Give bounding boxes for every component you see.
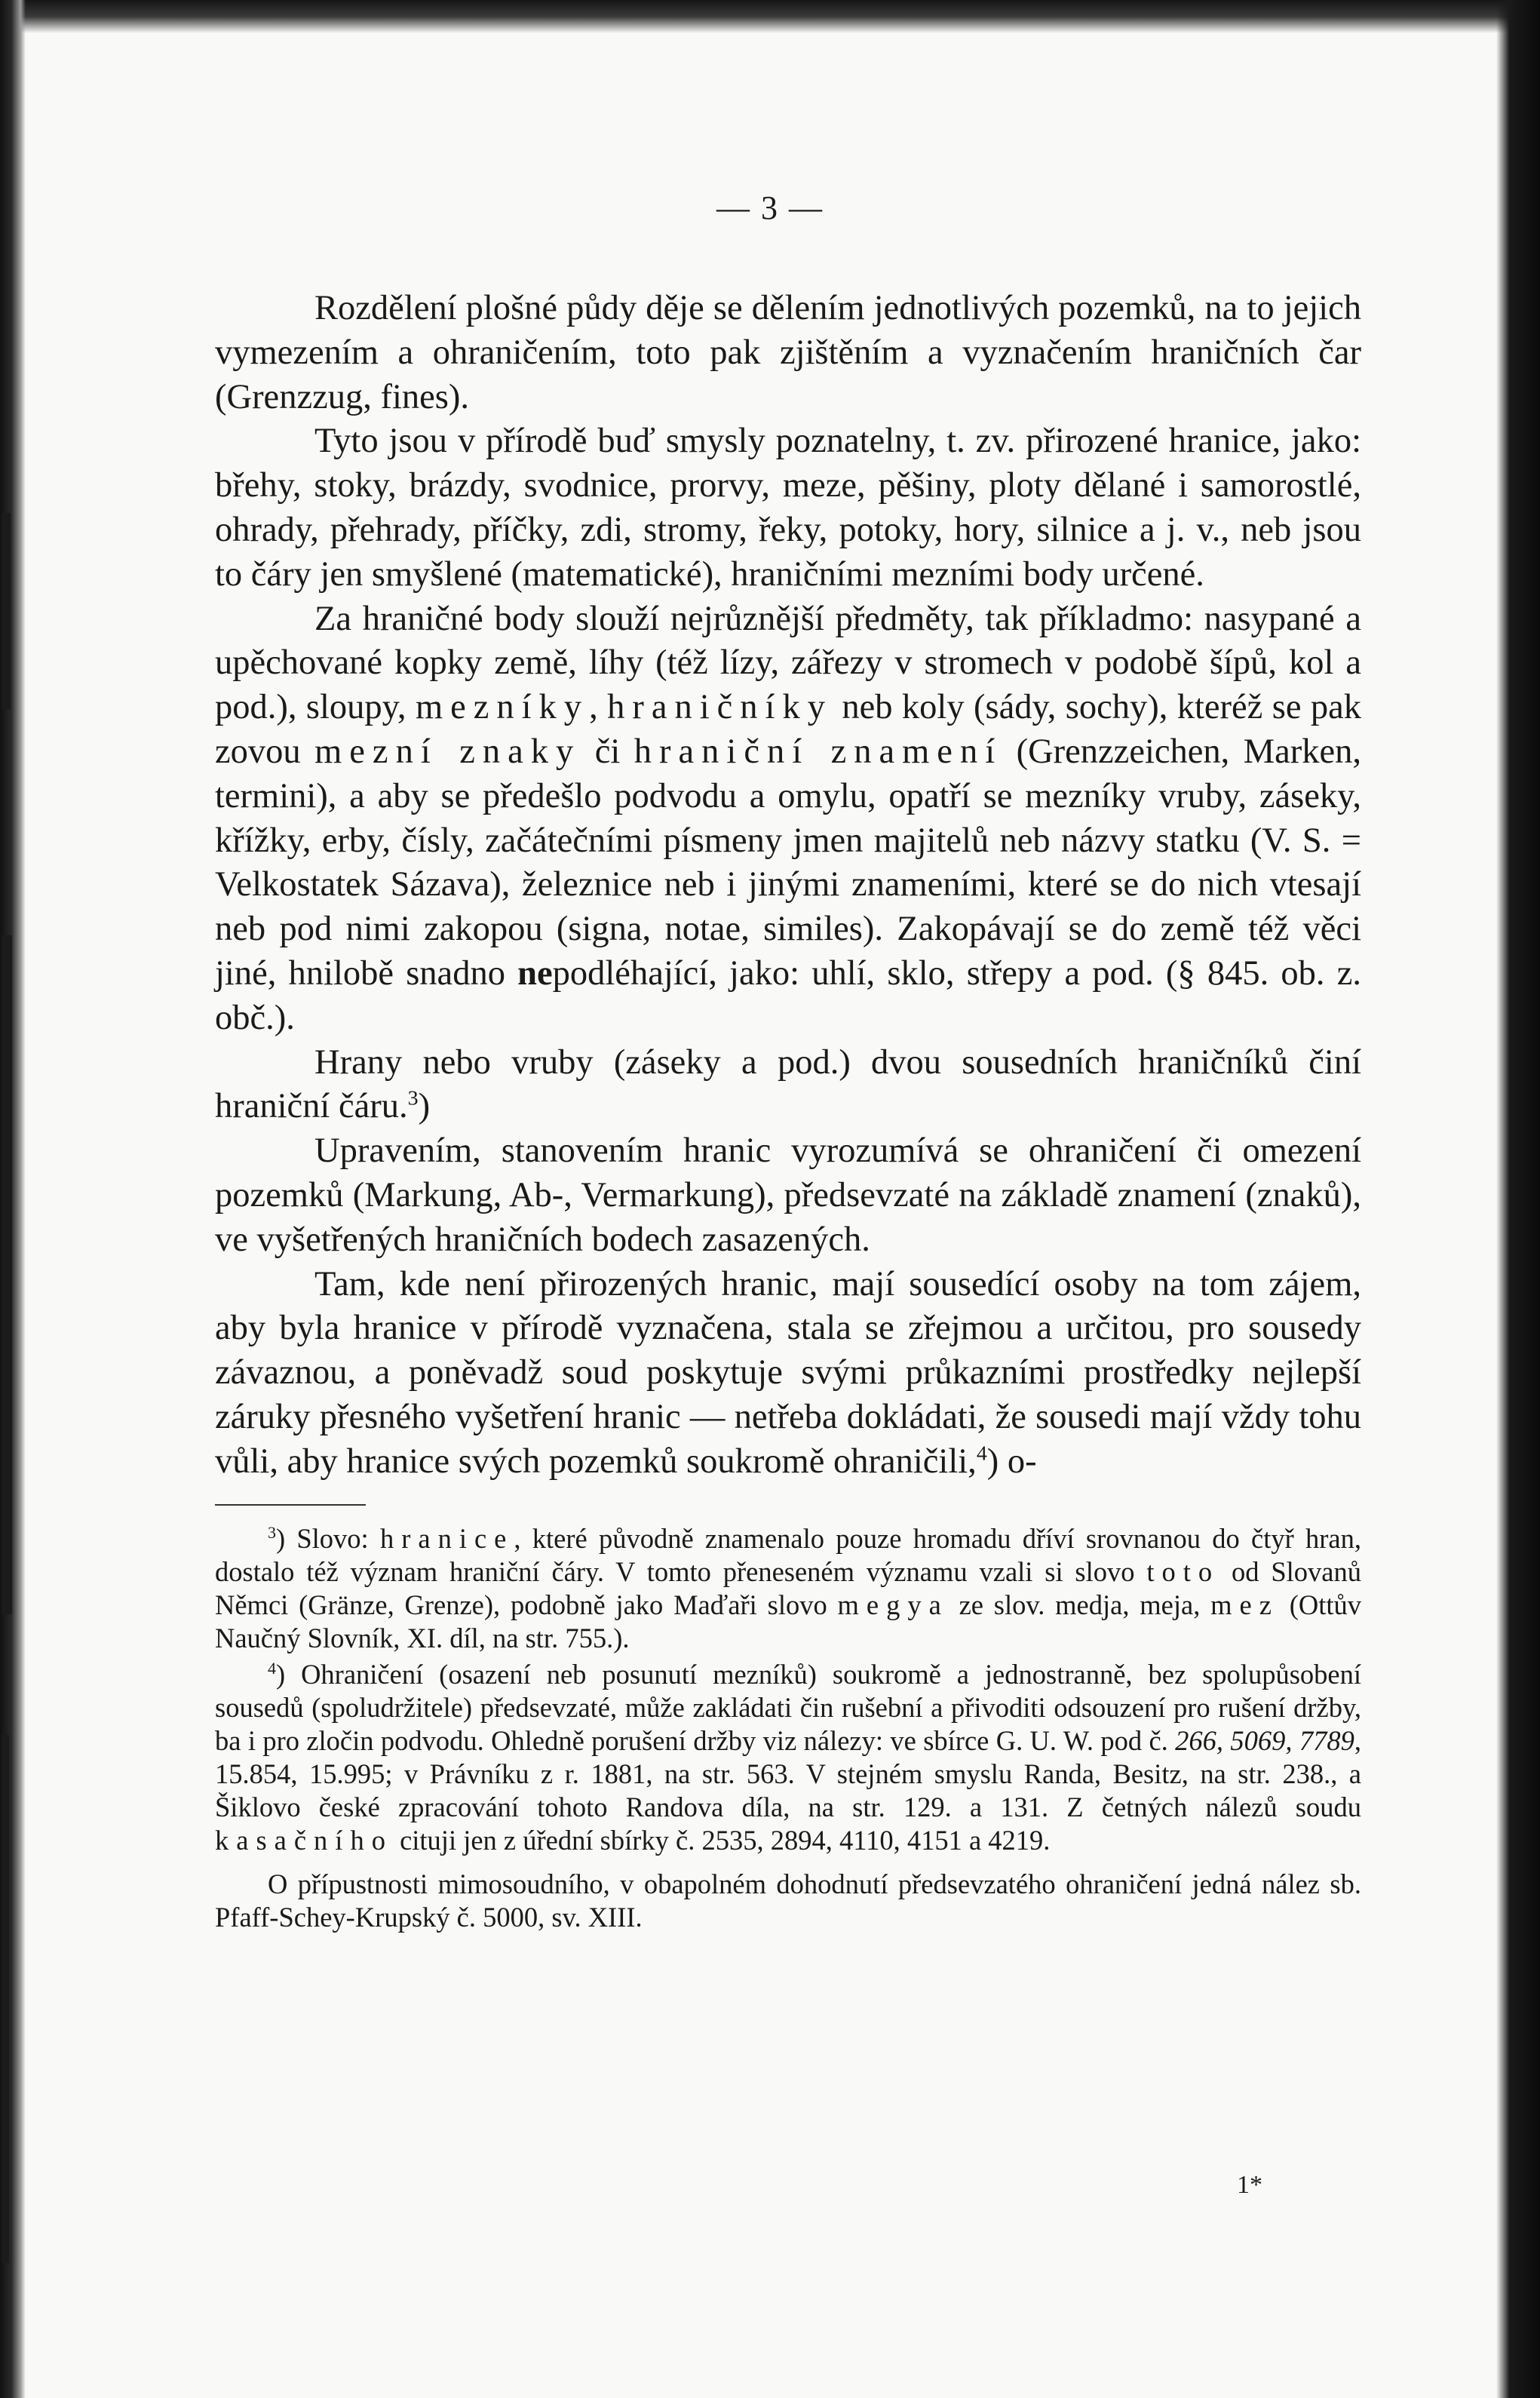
paragraph: Tyto jsou v přírodě buď smysly poznatelny, t. zv. přirozené hranice, jako: břehy, stoky, brázdy, svodnice, prorvy, meze, pěšiny, ploty dělané i samorostlé, ohrady, přehrady, příčky, zdi, stromy, řeky, potoky, hory, silnice a j. v., neb jsou to čáry jen smyšlené (matematické), hraničními mezními body určené. [215, 422, 1361, 594]
footnote-ref: 4 [976, 1442, 987, 1466]
text-run: ) Ohraničení (osazení neb posunutí mezníků) soukromě a jednostranně, bez spolupůsobení sousedů (spoludržitele) předsevzaté, může zakládati čin rušební a přivoditi odsouzení pro rušení držby, ba i pro zločin podvodu. Ohledně porušení držby viz nálezy: ve sbírce G. U. W. pod č. [215, 1658, 1361, 1756]
footnote-rule [215, 1504, 366, 1506]
footnote-ref: 3 [407, 1086, 419, 1110]
text-run: Tam, kde není přirozených hranic, mají sousedící osoby na tom zájem, aby byla hranice v přírodě vyznačena, stala se zřejmou a určitou, pro sousedy závaznou, a poněvadž soud poskytuje svými průkazními prostředky nejlepší záruky přesného vyšetření hranic — netřeba dokládati, že sousedi mají vždy tohu vůli, aby hranice svých pozemků soukromě ohraničili, [215, 1264, 1361, 1481]
bold-run: ne [517, 953, 553, 993]
paragraph [215, 597, 1361, 1041]
footnote-continuation: O přípustnosti mimosoudního, v obapolném dohodnutí předsevzatého ohraničení jedná nález sb. Pfaff-Schey-Krupský č. 5000, sv. XIII. [215, 1868, 1361, 1933]
text-run: či [581, 732, 634, 771]
spine-mark [2, 1735, 9, 2263]
right-scan-shadow [1496, 0, 1540, 2398]
footnote-3 [215, 1522, 1361, 1655]
text-run: ) o- [986, 1442, 1037, 1481]
footnote-mark: 4 [268, 1658, 276, 1678]
text-run: podléhající, jako: uhlí, sklo, střepy a pod. (§ 845. ob. z. obč.). [215, 953, 1361, 1037]
text-run: ) Slovo: [275, 1522, 380, 1554]
paragraph [215, 1263, 1361, 1485]
text-run: Hrany nebo vruby (záseky a pod.) dvou sousedních hraničníků činí hraniční čáru. [215, 1042, 1361, 1126]
emphasis-mezni-znaky: mezní znaky [314, 732, 581, 771]
emphasis-toto: toto [1146, 1555, 1220, 1587]
emphasis-hranicni-znameni: hraniční znamení [633, 732, 1003, 771]
paragraph [215, 1041, 1361, 1130]
text-run: neb koly (sády, sochy), kteréž se pak zovou [215, 688, 1362, 771]
printer-signature-mark: 1* [1237, 2171, 1262, 2199]
text-run: cituji jen z úřední sbírky č. 2535, 2894, 4110, 4151 a 4219. [392, 1824, 1051, 1856]
paragraph: Rozdělení plošné půdy děje se dělením jednotlivých pozemků, na to jejich vymezením a ohraničením, toto pak zjištěním a vyznačením hraničních čar (Grenzzug, fines). [215, 289, 1361, 416]
emphasis-mezniky: mezníky [415, 688, 590, 727]
top-scan-shadow [0, 0, 1540, 33]
text-run: Za hraničné body slouží nejrůznější předměty, tak příkladmo: nasypané a upěchované kopky země, líhy (též lízy, zářezy v stromech v podobě šípů, kol a pod.), sloupy, [215, 599, 1361, 727]
text-run: (Grenzzeichen, Marken, termini), a aby se předešlo podvodu a omylu, opatří se mezníky vruby, záseky, křížky, erby, čísly, začátečními písmeny jmen majitelů neb názvy statku (V. S. = Velkostatek Sázava), železnice neb i jinými znameními, které se do nich vtesají neb pod nimi zakopou (signa, notae, similes). Zakopávají se do země též věci jiné, hnilobě snadno [215, 732, 1361, 993]
text-run: , [589, 688, 608, 727]
text-run: ze slov. medja, meja, [948, 1589, 1211, 1620]
footnote-mark: 3 [268, 1522, 276, 1542]
spine-mark [2, 513, 11, 709]
text-run: (Ottův Naučný Slovník, XI. díl, na str. 755.). [215, 1589, 1362, 1653]
paragraph: Upravením, stanovením hranic vyrozumívá se ohraničení či omezení pozemků (Markung, Ab-, Vermarkung), předsevzaté na základě znamení (znaků), ve vyšetřených hraničních bodech zasazených. [215, 1131, 1361, 1259]
page-number: — 3 — [716, 189, 824, 226]
text-run: od Slovanů Němci (Gränze, Grenze), podobně jako Maďaři slovo [215, 1555, 1361, 1620]
spine-mark [2, 935, 12, 1614]
italic-run: 266, 5069, 7789 [1175, 1724, 1354, 1756]
emphasis-kasacniho: kasačního [215, 1824, 393, 1856]
text-run: , které původně znamenalo pouze hromadu dříví srovnanou do čtyř hran, dostalo též význam hraniční čáry. V tomto přeneseném významu vzali si slovo [215, 1522, 1361, 1587]
emphasis-megya: megya [837, 1589, 949, 1620]
text-run: ) [418, 1087, 431, 1126]
text-run: , 15.854, 15.995; v Právníku z r. 1881, na str. 563. V stejném smyslu Randa, Besitz, na str. 238., a Šiklovo české zpracování tohoto Randova díla, na str. 129. a 131. Z četných nálezů soudu [215, 1724, 1361, 1822]
emphasis-hranicniky: hraničníky [607, 688, 833, 727]
emphasis-hranice: hranice [379, 1522, 514, 1554]
main-text [215, 287, 1361, 1934]
footnote-4 [215, 1658, 1361, 1857]
emphasis-mez: mez [1210, 1589, 1279, 1620]
